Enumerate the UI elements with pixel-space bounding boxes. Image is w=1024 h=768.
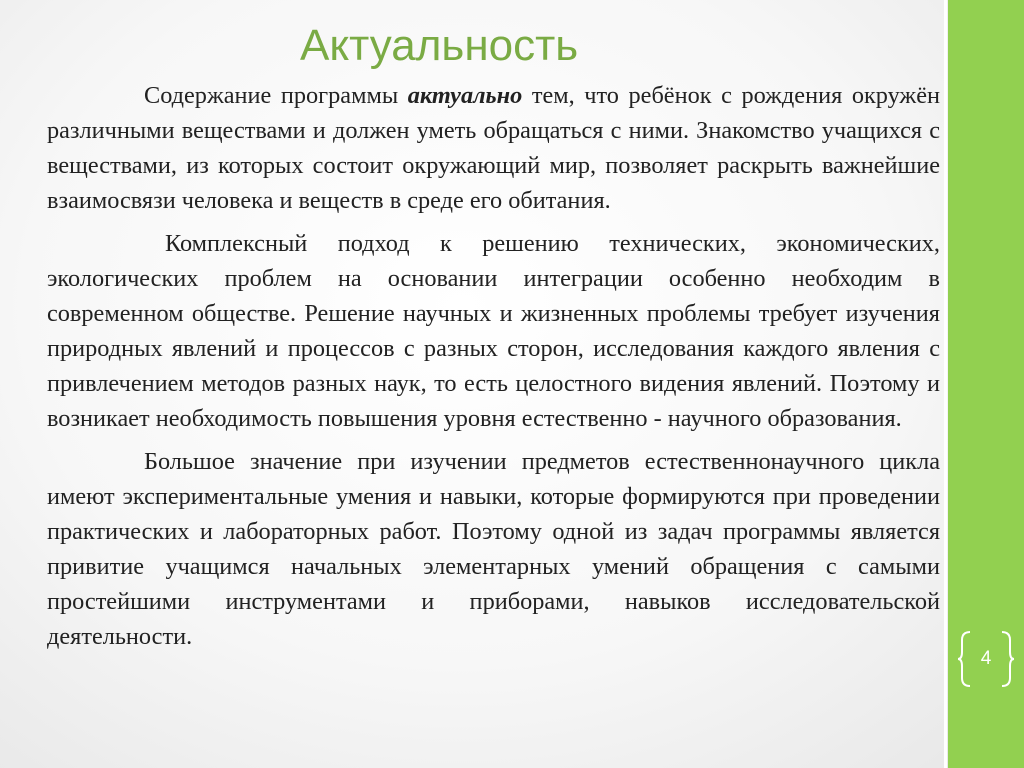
paragraph-1 [47, 78, 940, 218]
paragraph-1-end: тем, что ребёнок с рождения окружён различными веществами и должен уметь обращаться с ними. Знакомство учащихся с веществами, из которых состоит окружающий мир, позволяет раскрыть важнейшие взаимосвязи человека и веществ в среде его обитания. [47, 82, 941, 214]
page-number: 4 [980, 648, 992, 669]
paragraph-3: Большое значение при изучении предметов естественнонаучного цикла имеют экспериментальные умения и навыки, которые формируются при проведении практических и лабораторных работ. Поэтому одной из задач программы является привитие учащимся начальных элементарных умений обращения с самыми простейшими инструментами и приборами, навыков исследовательской деятельности. [47, 448, 940, 650]
paragraph-1-emphasis: актуально [407, 82, 523, 109]
paragraph-2: Комплексный подход к решению технических, экономических, экологических проблем на основании интеграции особенно необходим в современном обществе. Решение научных и жизненных проблемы требует изучения природных явлений и процессов с разных сторон, исследования каждого явления с привлечением методов разных наук, то есть целостного видения явлений. Поэтому и возникает необходимость повышения уровня естественно - научного образования. [47, 230, 940, 432]
paragraph-1-start: Содержание программы [144, 82, 408, 109]
slide-body [47, 78, 940, 662]
side-band-divider [944, 0, 947, 768]
slide-title: Актуальность [300, 21, 579, 70]
page-number-badge [958, 628, 1014, 690]
